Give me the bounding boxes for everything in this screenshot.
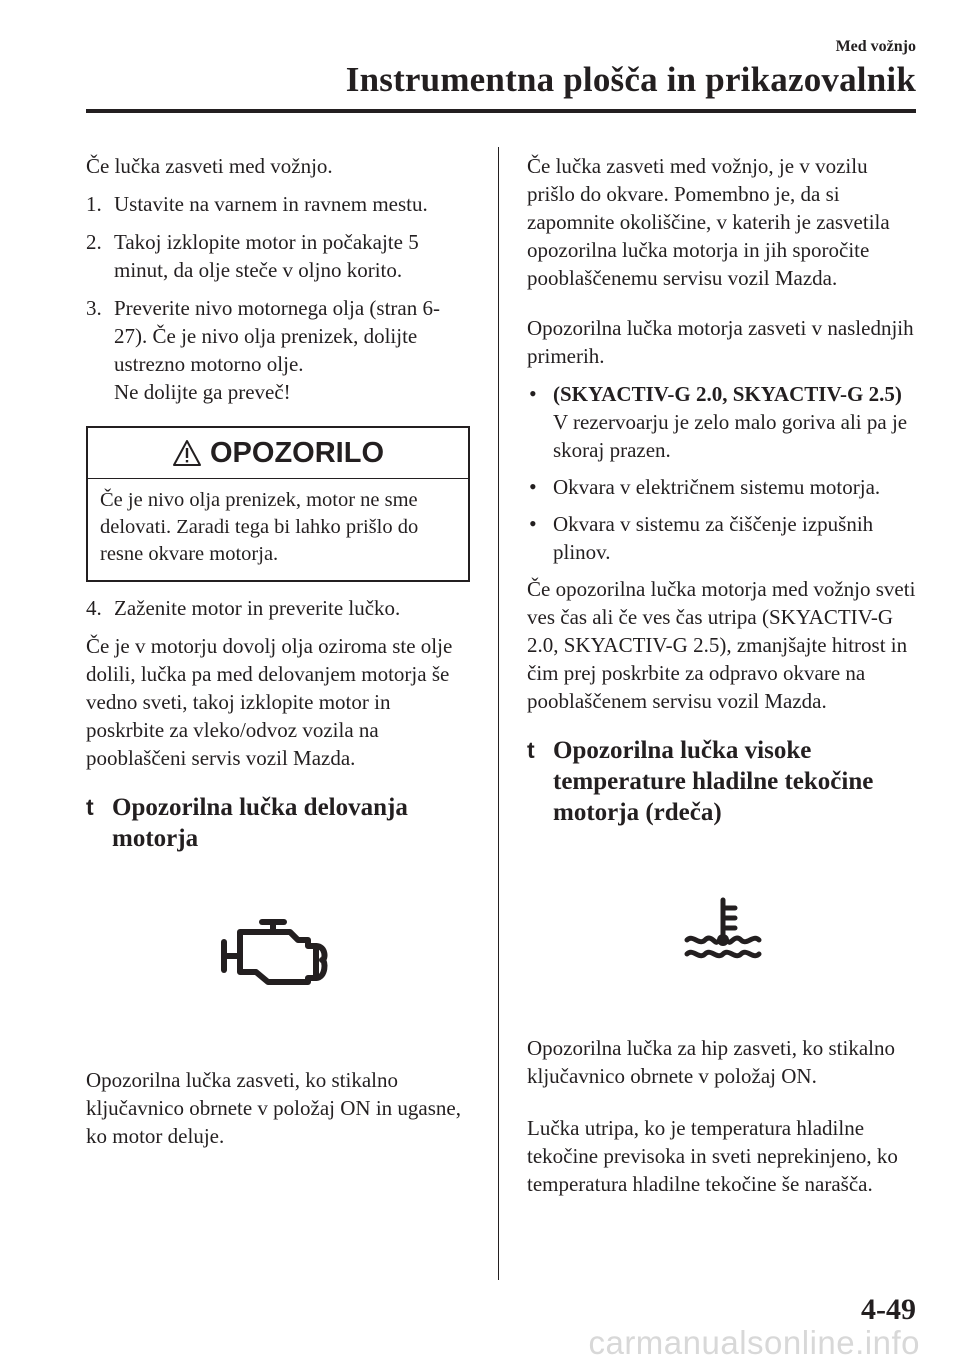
engine-light-text: Opozorilna lučka zasveti, ko stikalno ključavnico obrnete v položaj ON in ugasne, ko motor deluje. — [86, 1068, 461, 1148]
warning-header — [88, 428, 468, 479]
coolant-temperature-icon — [681, 896, 765, 960]
section-heading-coolant — [527, 735, 919, 828]
step-text: Preverite nivo motornega olja (stran 6-27). Če je nivo olja prenizek, dolijte ustrezno motorno olje. — [114, 296, 440, 376]
step-2 — [86, 228, 470, 284]
header-rule — [86, 109, 916, 113]
step-number: 4. — [86, 596, 102, 620]
step-text: Ustavite na varnem in ravnem mestu. — [114, 192, 428, 216]
section-heading-text: Opozorilna lučka delovanja motorja — [112, 794, 408, 852]
warning-box — [86, 426, 470, 582]
coolant-text-2: Lučka utripa, ko je temperatura hladilne tekočine previsoka in sveti neprekinjeno, ko temperatura hladilne tekočine še narašča. — [527, 1116, 898, 1196]
section-label: Med vožnjo — [835, 38, 916, 55]
step-number: 2. — [86, 230, 102, 254]
step-4 — [86, 594, 470, 622]
step-1 — [86, 190, 470, 218]
section-heading-text: Opozorilna lučka visoke temperature hladilne tekočine motorja (rdeča) — [553, 737, 874, 826]
watermark: carmanualsonline.info — [588, 1324, 920, 1361]
bullet-text: Okvara v električnem sistemu motorja. — [553, 475, 881, 499]
engine-icon-slot — [86, 916, 470, 1044]
warning-triangle-icon — [172, 439, 202, 467]
bullet-text: V rezervoarju je zelo malo goriva ali pa je skoraj prazen. — [553, 410, 908, 462]
bullet-dot: • — [529, 511, 537, 536]
right-paragraph-3: Če opozorilna lučka motorja med vožnjo sveti ves čas ali če ves čas utripa (SKYACTIV-G 2.0, SKYACTIV-G 2.5), zmanjšajte hitrost in čim prej poskrbite za odpravo okvare na pooblaščenem servisu vozil Mazda. — [527, 577, 916, 713]
bullet-bold-text: (SKYACTIV-G 2.0, SKYACTIV-G 2.5) — [553, 382, 902, 406]
bullet-item — [527, 510, 919, 566]
right-column — [527, 152, 919, 1208]
step-text: Takoj izklopite motor in počakajte 5 minut, da olje steče v oljno korito. — [114, 230, 419, 282]
left-column — [86, 152, 470, 1160]
warning-title: OPOZORILO — [210, 437, 384, 469]
section-heading-engine — [86, 792, 470, 854]
page-title: Instrumentna plošča in prikazovalnik — [345, 60, 916, 99]
step-number: 1. — [86, 192, 102, 216]
step-text: Zaženite motor in preverite lučko. — [114, 596, 401, 620]
bullet-dot: • — [529, 474, 537, 499]
check-engine-icon — [218, 916, 338, 994]
intro-text: Če lučka zasveti med vožnjo. — [86, 154, 333, 178]
bullet-item — [527, 473, 919, 501]
right-paragraph-1: Če lučka zasveti med vožnjo, je v vozilu prišlo do okvare. Pomembno je, da si zapomnite okoliščine, v katerih je zasvetila opozorilna lučka motorja in jih sporočite pooblaščenemu servisu vozil Mazda. — [527, 154, 890, 290]
oil-paragraph: Če je v motorju dovolj olja oziroma ste olje dolili, lučka pa med delovanjem motorja še vedno sveti, takoj izklopite motor in poskrbite za vleko/odvoz vozila na pooblaščeni servis vozil Mazda. — [86, 634, 453, 770]
bullet-item — [527, 380, 919, 464]
step-extra: Ne dolijte ga preveč! — [114, 380, 291, 404]
coolant-icon-slot — [527, 896, 919, 1016]
page-number: 4-49 — [861, 1293, 916, 1326]
right-paragraph-2: Opozorilna lučka motorja zasveti v naslednjih primerih. — [527, 316, 914, 368]
warning-body: Če je nivo olja prenizek, motor ne sme delovati. Zaradi tega bi lahko prišlo do resne okvare motorja. — [100, 489, 419, 565]
step-3 — [86, 294, 470, 406]
section-marker: t — [527, 737, 535, 763]
coolant-text-1: Opozorilna lučka za hip zasveti, ko stikalno ključavnico obrnete v položaj ON. — [527, 1036, 895, 1088]
step-number: 3. — [86, 296, 102, 320]
section-marker: t — [86, 794, 94, 820]
bullet-dot: • — [529, 381, 537, 406]
column-divider — [498, 147, 499, 1280]
bullet-text: Okvara v sistemu za čiščenje izpušnih plinov. — [553, 512, 874, 564]
